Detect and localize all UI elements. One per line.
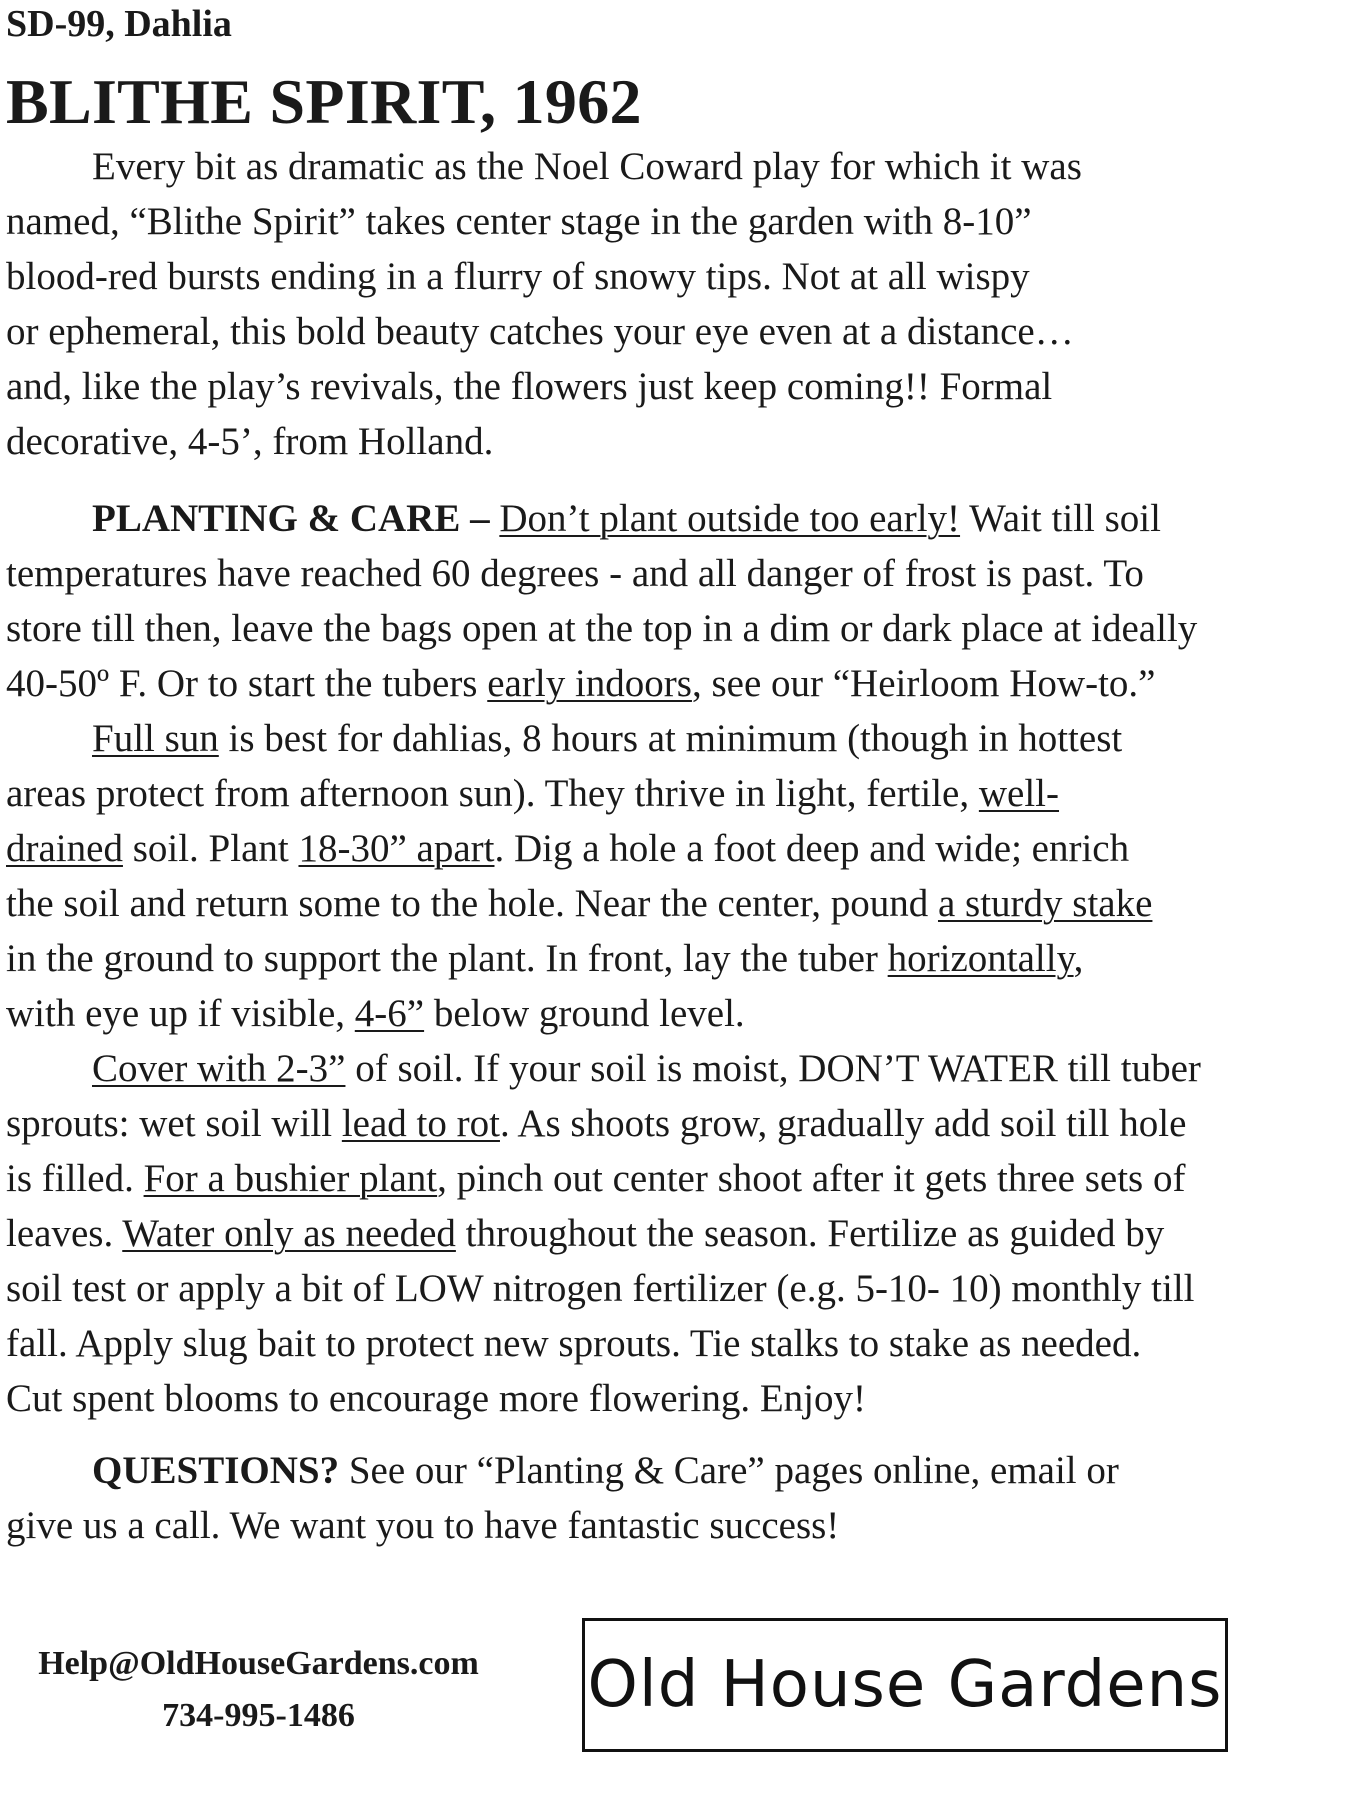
planting-line: soil test or apply a bit of LOW nitrogen fertilizer (e.g. 5-10- 10) monthly till	[6, 1267, 1195, 1310]
questions-line: give us a call. We want you to have fantastic success!	[6, 1504, 840, 1547]
planting-care-section	[6, 491, 1326, 1426]
description-line: blood-red bursts ending in a flurry of snowy tips. Not at all wispy	[6, 255, 1030, 298]
underlined-phrase: Full sun	[92, 717, 219, 760]
description-line: named, “Blithe Spirit” takes center stage in the garden with 8-10”	[6, 200, 1032, 243]
brand-logo-text: Old House Gardens	[587, 1648, 1223, 1722]
planting-line: is filled. For a bushier plant, pinch out center shoot after it gets three sets of	[6, 1157, 1186, 1200]
description-line: or ephemeral, this bold beauty catches your eye even at a distance…	[6, 310, 1074, 353]
planting-line: Full sun is best for dahlias, 8 hours at minimum (though in hottest	[92, 717, 1123, 760]
description-line: and, like the play’s revivals, the flowers just keep coming!! Formal	[6, 365, 1053, 408]
questions-section	[6, 1443, 1326, 1553]
planting-line: the soil and return some to the hole. Near the center, pound a sturdy stake	[6, 882, 1153, 925]
underlined-phrase: a sturdy stake	[937, 882, 1153, 925]
product-code: SD-99, Dahlia	[6, 3, 232, 45]
planting-line: store till then, leave the bags open at the top in a dim or dark place at ideally	[6, 607, 1198, 650]
planting-line: in the ground to support the plant. In front, lay the tuber horizontally,	[6, 937, 1084, 980]
planting-line: areas protect from afternoon sun). They thrive in light, fertile, well-	[6, 772, 1060, 815]
planting-line: Cut spent blooms to encourage more flowering. Enjoy!	[6, 1377, 866, 1420]
underlined-phrase: well-	[978, 772, 1060, 815]
planting-line: 40-50º F. Or to start the tubers early indoors, see our “Heirloom How-to.”	[6, 662, 1156, 705]
description-paragraph	[6, 139, 1326, 469]
planting-line: drained soil. Plant 18-30” apart. Dig a hole a foot deep and wide; enrich	[6, 827, 1130, 870]
planting-line: fall. Apply slug bait to protect new sprouts. Tie stalks to stake as needed.	[6, 1322, 1142, 1365]
description-line: Every bit as dramatic as the Noel Coward play for which it was	[92, 145, 1082, 188]
page-title: BLITHE SPIRIT, 1962	[6, 66, 642, 137]
contact-email[interactable]: Help@OldHouseGardens.com	[38, 1645, 479, 1682]
underlined-phrase: 4-6”	[354, 992, 425, 1035]
contact-info	[6, 1638, 511, 1742]
description-line: decorative, 4-5’, from Holland.	[6, 420, 494, 463]
contact-phone[interactable]: 734-995-1486	[162, 1697, 355, 1734]
underlined-phrase: 18-30” apart	[298, 827, 495, 870]
planting-line: temperatures have reached 60 degrees - and all danger of frost is past. To	[6, 552, 1144, 595]
underlined-phrase: drained	[6, 827, 123, 870]
planting-line: PLANTING & CARE – Don’t plant outside too early! Wait till soil	[92, 497, 1161, 540]
planting-line: with eye up if visible, 4-6” below ground level.	[6, 992, 745, 1035]
underlined-phrase: horizontally	[887, 937, 1074, 980]
planting-line: sprouts: wet soil will lead to rot. As shoots grow, gradually add soil till hole	[6, 1102, 1187, 1145]
planting-line: leaves. Water only as needed throughout the season. Fertilize as guided by	[6, 1212, 1165, 1255]
questions-line: QUESTIONS? See our “Planting & Care” pages online, email or	[92, 1449, 1119, 1492]
planting-line: Cover with 2-3” of soil. If your soil is moist, DON’T WATER till tuber	[92, 1047, 1201, 1090]
planting-warning: Don’t plant outside too early!	[499, 497, 961, 540]
underlined-phrase: Water only as needed	[122, 1212, 456, 1255]
underlined-phrase: Cover with 2-3”	[92, 1047, 346, 1090]
underlined-phrase: early indoors	[487, 662, 692, 705]
brand-logo	[582, 1618, 1228, 1752]
planting-heading: PLANTING & CARE –	[92, 497, 490, 540]
underlined-phrase: lead to rot	[341, 1102, 500, 1145]
underlined-phrase: For a bushier plant	[143, 1157, 438, 1200]
questions-heading: QUESTIONS?	[92, 1449, 340, 1492]
